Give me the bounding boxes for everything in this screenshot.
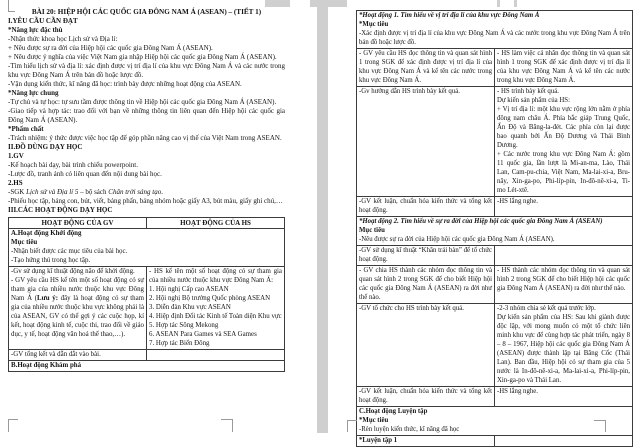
- heading-pham-chat: *Phẩm chất: [8, 125, 44, 133]
- paragraph-phieu: -Phiếu học tập, bảng con, bút, viết, bảng phấn, bảng nhóm hoặc giấy A3, bút màu, giấy ghi chú,…: [8, 197, 283, 205]
- hs-cell: [495, 87, 633, 197]
- page-gap-top-sliver-2: [310, 0, 347, 7]
- section-c-objective: -Rèn luyện kiến thức, kĩ năng đã học: [359, 426, 460, 433]
- activity-2-hs-step-1: - HS thành các nhóm đọc thông tin và quan sát hình 2 trong SGK để cho biết Hiệp hội các quốc gia Đông Nam Á (ASEAN) ra đời như thế nào.: [497, 267, 630, 292]
- paragraph-ra-doi: + Nêu được sự ra đời của Hiệp hội các quốc gia Đông Nam Á (ASEAN).: [8, 44, 213, 52]
- activity-1-title: *Hoạt động 1. Tìm hiểu về vị trí địa lí của khu vực Đông Nam Á: [359, 12, 540, 19]
- hs-item-7: 7. Hợp tác Biển Đông: [149, 340, 210, 347]
- activity-2-hs-du-kien: Dự kiến sản phẩm của HS: Sau khi giành được độc lập, với mong muốn có một tổ chức liên minh khu vực để cùng hợp tác phát triển, ngày 8 – 8 – 1967, Hiệp hội các quốc gia Đông Nam Á (ASEAN) được thành lập tại Băng Cốc (Thái Lan). Ban đầu, Hiệp hội có sự tham gia của 5 nước là In-đô-nê-xi-a, Ma-lai-xi-a, Phi-líp-pin, Xin-ga-po và Thái Lan.: [497, 314, 630, 384]
- heading-gv: 1.GV: [8, 152, 24, 160]
- hs-cell: [495, 197, 633, 217]
- activity-1-gv-step-2: -Gv hướng dẫn HS trình bày kết quả.: [359, 88, 460, 95]
- activity-1-hs-du-kien: Dự kiến sản phẩm của HS:: [497, 97, 570, 104]
- table-row: [9, 361, 285, 372]
- heading-hoat-dong: III.CÁC HOẠT ĐỘNG DẠY HỌC: [8, 206, 113, 214]
- heading-yeu-cau: I.YÊU CẦU CẦN ĐẠT: [8, 17, 78, 25]
- gv-cell: [357, 304, 495, 387]
- page-corner-mark-bottom-right-2: [594, 420, 606, 432]
- lesson-title: BÀI 20: HIỆP HỘI CÁC QUỐC GIA ĐÔNG NAM Á (ASEAN) – (TIẾT 1): [31, 8, 262, 16]
- activity-2-title: *Hoạt động 2. Tìm hiểu về sự ra đời của Hiệp hội các quốc gia Đông Nam Á (ASEAN): [359, 218, 603, 225]
- luyen-tap-cell: [357, 436, 495, 447]
- page-corner-mark-bottom-right-1: [221, 419, 233, 432]
- page-corner-mark-bottom-left-2: [347, 420, 357, 432]
- page-gap-top-sliver-1: [265, 0, 290, 7]
- activity-2-objective: -Nêu được sự ra đời của Hiệp hội các quốc gia Đông Nam Á (ASEAN).: [359, 236, 555, 243]
- page-corner-mark-bottom-left-1: [8, 419, 18, 432]
- sgk-book-name: Lịch sử và Địa lí 5: [26, 188, 79, 196]
- hs-cell: [495, 304, 633, 387]
- gv-yeu-cau-note: đây là hoạt động có sự tham gia của nhiều nước thuộc khu vực không phải là của ASEAN, GV có thể gợi ý các cuộc họp, kí kết, hoạt động kinh tế, cuộc thi, trao đổi về giáo dục, y tế, hoạt động văn hoá thể thao,…).: [11, 295, 144, 338]
- sgk-end-text: .: [161, 188, 163, 196]
- table-row: [357, 87, 633, 197]
- activity-1-objective: -Xác định được vị trí địa lí của khu vực Đông Nam Á và các nước trong khu vực Đông Nam Á trên bản đồ hoặc lược đồ.: [359, 30, 630, 46]
- section-c-title: C.Hoạt động Luyện tập: [359, 408, 428, 415]
- activity-1-hs-vi-tri: + Vị trí địa lí: một khu vực rộng lớn nằm ở phía đông nam châu Á. Phía bắc giáp Trung Quốc, Ấn Độ và Băng-la-đét. Các phía còn lại được bao quanh bởi Ấn Độ Dương và Thái Bình Dương.: [497, 106, 630, 149]
- paragraph-tu-chu: -Tự chủ và tự học: tự sưu tầm được thông tin về Hiệp hội các quốc gia Đông Nam Á (ASEAN).: [8, 98, 277, 106]
- table-row: [357, 217, 633, 246]
- table-row: [357, 246, 633, 266]
- activity-1-hs-step-1: - HS làm việc cá nhân đọc thông tin và quan sát hình 1 trong SGK để xác định được vị trí địa lí của khu vực Đông Nam Á và kể tên các nước trong khu vực Đông Nam Á.: [497, 50, 630, 84]
- activity-1-hs-lang-nghe: -HS lắng nghe.: [497, 198, 538, 205]
- page-2: [328, 6, 640, 444]
- gv-cell: [357, 49, 495, 87]
- paragraph-luoc-do: -Lược đồ, tranh ảnh có liên quan đến nội dung bài học.: [8, 170, 162, 178]
- table-row: [357, 266, 633, 304]
- hs-activity-cell: [147, 267, 285, 350]
- heading-do-dung: II.ĐỒ DÙNG DẠY HỌC: [8, 143, 83, 151]
- heading-hs: 2.HS: [8, 179, 23, 187]
- activity-2-hs-lang-nghe: -HS lắng nghe.: [497, 388, 538, 395]
- section-a-muc-tieu: Mục tiêu: [11, 239, 38, 246]
- table-row: [357, 49, 633, 87]
- table-row: [357, 197, 633, 217]
- hs-cell: [495, 49, 633, 87]
- paragraph-nhan-thuc: -Nhận thức khoa học Lịch sử và Địa lí:: [8, 35, 118, 43]
- page-1: [0, 6, 317, 433]
- gv-tong-ket-cell: [9, 350, 147, 361]
- gv-cell: [357, 387, 495, 407]
- page-gap-top-sliver-3: [497, 0, 500, 7]
- empty-cell: [147, 350, 285, 361]
- hs-item-6: 6. ASEAN Para Games và SEA Games: [149, 331, 257, 338]
- table-row: [357, 407, 633, 436]
- section-a-header-cell: [9, 229, 285, 267]
- sgk-text: -SGK: [8, 188, 27, 196]
- gv-luu-y-label: Lưu ý:: [37, 295, 58, 302]
- section-c-header-cell: [357, 407, 633, 436]
- table-row: [9, 229, 285, 267]
- activity-table-page-2: [356, 10, 633, 447]
- column-header-hs: HOẠT ĐỘNG CỦA HS: [147, 218, 285, 229]
- activity-1-hs-cac-nuoc: + Các nước trong khu vực Đông Nam Á: gồm 11 quốc gia, lần lượt là Mi-an-ma, Lào, Thái Lan, Cam-pu-chia, Việt Nam, Ma-lai-xi-a, Bru-nây, Xin-ga-po, Phi-líp-pin, In-đô-nê-xi-a, Ti-mo Lét-xtê.: [497, 151, 630, 194]
- sgk-series-name: Chân trời sáng tạo: [108, 188, 162, 196]
- paragraph-van-dung: -Vận dụng kiến thức, kĩ năng đã học: trình bày được những hoạt động của ASEAN.: [8, 80, 242, 88]
- heading-nang-luc-dac-thu: *Năng lực đặc thù: [8, 26, 63, 34]
- hs-item-4: 4. Hiệp định Đối tác Kinh tế Toàn diện Khu vực: [149, 313, 282, 320]
- hs-item-3: 3. Diễn đàn Khu vực ASEAN: [149, 304, 231, 311]
- hs-cell: [495, 387, 633, 407]
- page-gap-vertical: [317, 0, 328, 433]
- table-row: [357, 436, 633, 447]
- gv-tong-ket: -GV tổng kết và dẫn dắt vào bài.: [11, 351, 101, 358]
- gv-cell: [357, 246, 495, 266]
- table-row: [9, 350, 285, 361]
- hs-item-1: 1. Hội nghị Cấp cao ASEAN: [149, 286, 229, 293]
- gv-cell: [357, 87, 495, 197]
- gv-cell: [357, 266, 495, 304]
- section-b-title: B.Hoạt động Khám phá: [11, 362, 82, 369]
- table-row: [357, 11, 633, 49]
- column-header-gv: HOẠT ĐỘNG CỦA GV: [9, 218, 147, 229]
- activity-1-gv-step-1: - GV yêu cầu HS đọc thông tin và quan sát hình 1 trong SGK để xác định được vị trí địa lí của khu vực Đông Nam Á và kể tên các nước trong khu vực Đông Nam Á.: [359, 50, 492, 84]
- activity-2-gv-ki-thuat: -GV sử dụng kĩ thuật “Khăn trải bàn” để tổ chức hoạt động.: [359, 247, 492, 263]
- paragraph-sgk: [8, 188, 285, 197]
- paragraph-giao-tiep: -Giao tiếp và hợp tác: trao đổi với bạn về những thông tin liên quan đến Hiệp hội các quốc gia Đông Nam Á (ASEAN).: [8, 107, 285, 124]
- gv-ki-thuat: -Gv sử dụng kĩ thuật động não để khởi động.: [11, 268, 135, 275]
- activity-2-gv-step-1: - GV chia HS thành các nhóm đọc thông tin và quan sát hình 2 trong SGK để cho biết Hiệp hội các quốc gia Đông Nam Á (ASEAN) ra đời như thế nào.: [359, 267, 492, 301]
- activity-1-hs-result: - HS trình bày kết quả.: [497, 88, 559, 95]
- activity-1-muc-tieu: *Mục tiêu: [359, 21, 389, 28]
- paragraph-ke-hoach: -Kế hoạch bài dạy, bài trình chiếu powerpoint.: [8, 161, 138, 169]
- activity-2-gv-step-2: -GV tổ chức cho HS trình bày kết quả.: [359, 305, 464, 312]
- empty-cell: [495, 246, 633, 266]
- activity-2-hs-chia-se: -2-3 nhóm chia sẻ kết quả trước lớp.: [497, 305, 596, 312]
- table-row: [9, 267, 285, 350]
- hs-cell: [495, 266, 633, 304]
- activity-1-header-cell: [357, 11, 633, 49]
- gv-activity-cell: [9, 267, 147, 350]
- table-row: [357, 387, 633, 407]
- page-gap-top-sliver-4: [514, 0, 517, 7]
- hs-item-5: 5. Hợp tác Sông Mekong: [149, 322, 219, 329]
- table-row: [357, 304, 633, 387]
- section-c-muc-tieu: *Mục tiêu: [359, 417, 389, 424]
- activity-table-page-1: [8, 217, 285, 372]
- gv-cell: [357, 197, 495, 217]
- paragraph-trach-nhiem: -Trách nhiệm: ý thức được việc học tập để góp phần nâng cao vị thế của Việt Nam trong ASEAN.: [8, 134, 282, 142]
- empty-cell: [495, 436, 633, 447]
- heading-nang-luc-chung: *Năng lực chung: [8, 89, 59, 97]
- activity-2-gv-ket-luan: -GV kết luận, chuẩn hóa kiến thức và tổng kết hoạt động.: [359, 388, 492, 404]
- paragraph-tim-hieu: -Tìm hiểu lịch sử và địa lí: xác định được vị trí địa lí của khu vực Đông Nam Á và các nước trong khu vực Đông Nam Á trên bản đồ hoặc lược đồ.: [8, 62, 285, 79]
- page-corner-mark-top-left: [8, 0, 15, 12]
- activity-2-muc-tieu: Mục tiêu: [359, 227, 385, 234]
- hs-intro: - HS kể tên một số hoạt động có sự tham gia của nhiều nước thuộc khu vực Đông Nam Á:: [149, 268, 282, 284]
- sgk-mid-text: – bộ sách: [78, 188, 109, 196]
- activity-2-header-cell: [357, 217, 633, 246]
- section-a-title: A.Hoạt động Khởi động: [11, 230, 82, 237]
- activity-1-gv-ket-luan: -GV kết luận, chuẩn hóa kiến thức và tổng kết hoạt động.: [359, 198, 492, 214]
- luyen-tap-1-label: *Luyện tập 1: [359, 437, 398, 444]
- section-a-objective-2: -Tạo hứng thú trong học tập.: [11, 257, 91, 264]
- gv-yeu-cau-text: - GV yêu cầu HS kể tên một số hoạt động có sự tham gia của nhiều nước thuộc khu vực Đông Nam Á (: [11, 277, 144, 302]
- gv-yeu-cau: [11, 276, 144, 339]
- hs-item-2: 2. Hội nghị Bộ trưởng Quốc phòng ASEAN: [149, 295, 271, 302]
- section-a-objective-1: -Nhận biết được các mục tiêu của bài học.: [11, 248, 128, 255]
- paragraph-y-nghia: + Nêu được ý nghĩa của việc Việt Nam gia nhập Hiệp hội các quốc gia Đông Nam Á (ASEAN).: [8, 53, 277, 61]
- section-b-header-cell: [9, 361, 285, 372]
- table-row: [9, 218, 285, 229]
